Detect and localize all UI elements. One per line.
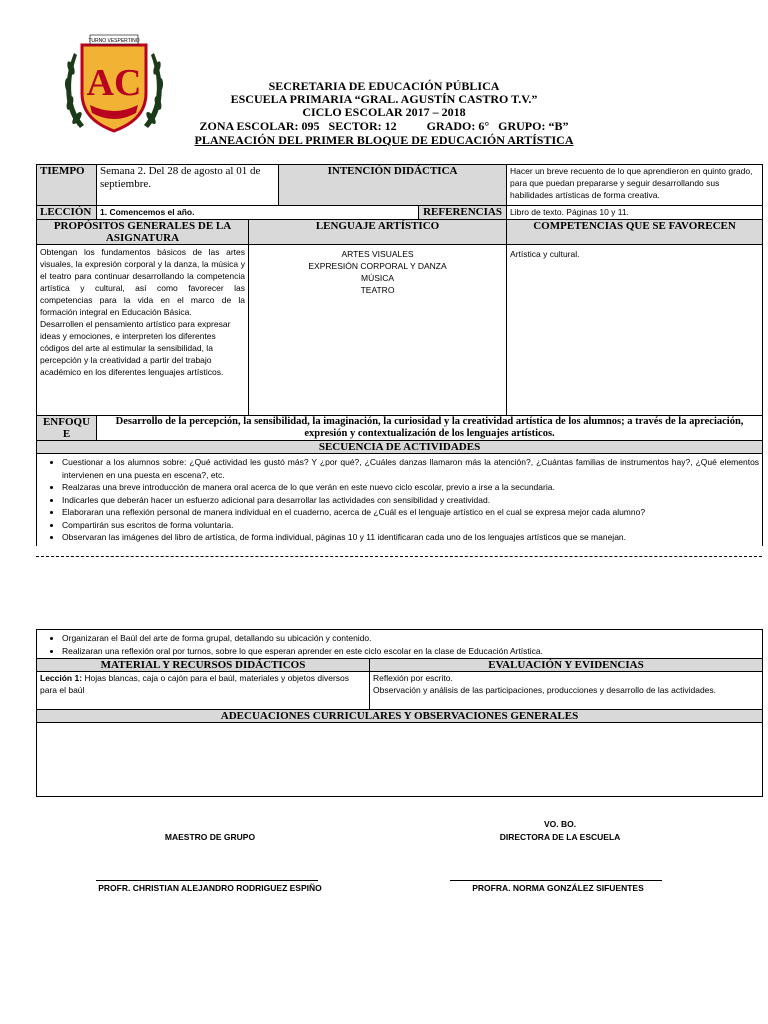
material-label: MATERIAL Y RECURSOS DIDÁCTICOS xyxy=(37,659,370,672)
competencias-value: Artística y cultural. xyxy=(507,245,763,416)
header-cycle: CICLO ESCOLAR 2017 – 2018 xyxy=(302,105,466,119)
enfoque-label: ENFOQUE xyxy=(37,416,97,441)
header-zone: ZONA ESCOLAR: 095 SECTOR: 12 GRADO: 6° GRUPO: “B” xyxy=(199,119,569,133)
propositos-text-2: Desarrollen el pensamiento artístico para expresar ideas y emociones, e interpreten los diferentes códigos del arte al estimular la sensibilidad, la percepción y la creatividad a partir del trabajo académico en los diferentes lenguajes artísticos. xyxy=(40,319,231,377)
material-value: Hojas blancas, caja o cajón para el baúl, materiales y objetos diversos para el baúl xyxy=(40,673,349,695)
svg-text:TURNO VESPERTINO: TURNO VESPERTINO xyxy=(88,38,140,44)
svg-text:AC: AC xyxy=(86,62,142,104)
propositos-label: PROPÓSITOS GENERALES DE LA ASIGNATURA xyxy=(37,220,249,245)
school-logo xyxy=(60,33,168,137)
evaluacion-value-cell xyxy=(370,672,763,710)
list-item: • Observaran las imágenes del libro de artística, de forma individual, páginas 10 y 11 identificaran cada uno de los lenguajes artísticos que se manejan. xyxy=(62,531,759,544)
actividades-cont-cell xyxy=(37,630,763,659)
lenguaje-item: MÚSICA xyxy=(360,273,395,283)
list-item: • Realizaran una reflexión oral por turnos, sobre lo que esperan aprender en este ciclo escolar en la clase de Educación Artística. xyxy=(62,645,759,658)
header-plan-title: PLANEACIÓN DEL PRIMER BLOQUE DE EDUCACIÓN ARTÍSTICA xyxy=(194,133,574,147)
vobo-label: VO. BO. xyxy=(543,819,577,829)
directora-role: DIRECTORA DE LA ESCUELA xyxy=(499,832,621,842)
list-item: • Realzaras una breve introducción de manera oral acerca de lo que verán en este nuevo ciclo escolar, previo a irse a la secundaria. xyxy=(62,481,759,494)
list-item: • Indicarles que deberán hacer un esfuerzo adicional para desarrollar las actividades con sensibilidad y creatividad. xyxy=(62,494,759,507)
propositos-cell xyxy=(37,245,249,416)
list-item: • Compartirán sus escritos de forma voluntaria. xyxy=(62,519,759,532)
list-item: • Elaboraran una reflexión personal de manera individual en el cuaderno, acerca de ¿Cuál es el lenguaje artístico en el cual se expresa mejor cada alumno? xyxy=(62,506,759,519)
actividades-cell xyxy=(37,454,763,546)
tiempo-value: Semana 2. Del 28 de agosto al 01 de septiembre. xyxy=(97,165,279,206)
signature-line-left xyxy=(96,880,318,881)
evaluacion-line: Observación y análisis de las participaciones, producciones y desarrollo de las actividades. xyxy=(373,685,717,695)
material-value-cell xyxy=(37,672,370,710)
intencion-value: Hacer un breve recuento de lo que aprendieron en quinto grado, para que puedan prepararse y seguir desarrollando sus habilidades artísticas de forma creativa. xyxy=(507,165,763,206)
material-lesson-label: Lección 1: xyxy=(40,673,83,683)
evaluacion-line: Reflexión por escrito. xyxy=(373,673,453,683)
propositos-text-1: Obtengan los fundamentos básicos de las artes visuales, la expresión corporal y la danza, la música y el teatro para continuar desarrollando la competencia artística y cultural, así como favorecer las competencias para la vida en el marco de la formación integral en Educación Básica. xyxy=(40,247,245,317)
maestro-role: MAESTRO DE GRUPO xyxy=(164,832,256,842)
lenguajes-cell xyxy=(249,245,507,416)
adecuaciones-value xyxy=(37,723,763,797)
list-item: • Cuestionar a los alumnos sobre: ¿Qué actividad les gustó más? Y ¿por qué?, ¿Cuáles danzas llamaron más la atención?, ¿Cuántas familias de instrumentos hay?, ¿Qué elementos intervienen en una puesta en escena?, etc. xyxy=(62,456,759,481)
directora-name: PROFRA. NORMA GONZÁLEZ SIFUENTES xyxy=(472,883,644,893)
lenguaje-item: TEATRO xyxy=(360,285,395,295)
planning-table xyxy=(36,164,763,546)
tiempo-label: TIEMPO xyxy=(37,165,97,206)
page-break-divider xyxy=(36,556,762,557)
header-school-name: ESCUELA PRIMARIA “GRAL. AGUSTÍN CASTRO T.V.” xyxy=(230,92,538,106)
intencion-label: INTENCIÓN DIDÁCTICA xyxy=(279,165,507,206)
signature-line-right xyxy=(450,880,662,881)
leccion-label: LECCIÓN xyxy=(37,206,97,220)
secuencia-label: SECUENCIA DE ACTIVIDADES xyxy=(37,441,763,454)
referencias-label: REFERENCIAS xyxy=(419,206,507,220)
competencias-label: COMPETENCIAS QUE SE FAVORECEN xyxy=(507,220,763,245)
header-secretaria: SECRETARIA DE EDUCACIÓN PÚBLICA xyxy=(268,79,500,93)
actividades-list xyxy=(40,456,759,544)
list-item: • Organizaran el Baúl del arte de forma grupal, detallando su ubicación y contenido. xyxy=(62,632,759,645)
maestro-name: PROFR. CHRISTIAN ALEJANDRO RODRIGUEZ ESPIÑO xyxy=(98,883,322,893)
planning-table-continued xyxy=(36,629,763,797)
actividades-list-continued xyxy=(40,632,759,657)
referencias-value: Libro de texto. Páginas 10 y 11. xyxy=(507,206,763,220)
evaluacion-label: EVALUACIÓN Y EVIDENCIAS xyxy=(370,659,763,672)
leccion-value: 1. Comencemos el año. xyxy=(97,206,419,220)
lenguaje-item: ARTES VISUALES xyxy=(341,249,414,259)
lenguaje-label: LENGUAJE ARTÍSTICO xyxy=(249,220,507,245)
enfoque-value: Desarrollo de la percepción, la sensibilidad, la imaginación, la curiosidad y la creatividad artística de los alumnos; a través de la apreciación, expresión y contextualización de los lenguajes artísticos. xyxy=(97,416,763,441)
adecuaciones-label: ADECUACIONES CURRICULARES Y OBSERVACIONES GENERALES xyxy=(37,710,763,723)
lenguaje-item: EXPRESIÓN CORPORAL Y DANZA xyxy=(308,261,447,271)
